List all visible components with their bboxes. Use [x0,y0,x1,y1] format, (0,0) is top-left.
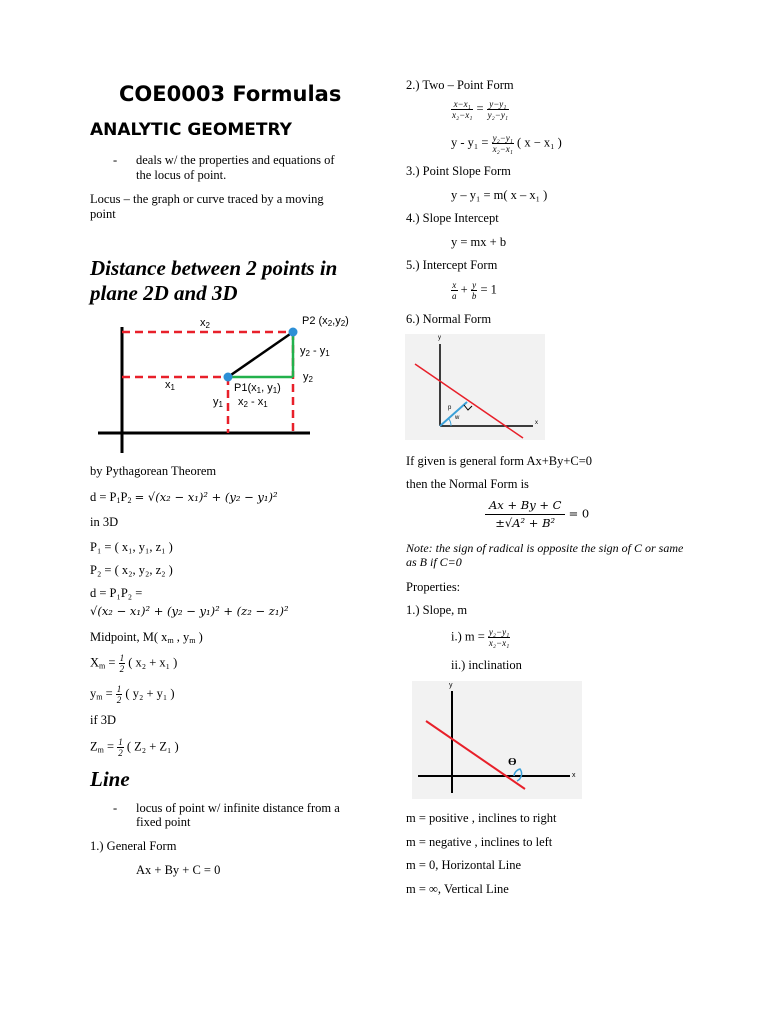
inc-y-label: y [449,682,453,689]
section-title-analytic-geometry: ANALYTIC GEOMETRY [90,120,292,140]
locus-definition-line-1: Locus – the graph or curve traced by a moving [90,192,324,206]
m-zero-text: m = 0, Horizontal Line [406,858,522,872]
label-x2: $x_2$ [200,317,210,330]
slope-formula: i.) m = $\frac{\text{y₂−y₁}}{\text{x₂−x₁}}$ [451,627,510,648]
inc-x-label: x [572,772,576,779]
distance-3d-formula: √(x₂ − x₁)² + (y₂ − y₁)² + (z₂ − z₁)² [90,604,289,618]
inclination-diagram [412,681,582,799]
label-p2: P2 $(x_2,y_2)$ [302,315,349,328]
general-given-text: If given is general form Ax+By+C=0 [406,454,593,468]
heading-distance-between-points: Distance between 2 points in plane 2D and 3D [90,256,338,305]
slope-intercept-label: 4.) Slope Intercept [406,211,499,225]
label-y1: $y_1$ [213,396,223,409]
in-3d-label: in 3D [90,515,119,529]
distance-diagram [94,315,316,455]
intercept-form-label: 5.) Intercept Form [406,258,498,272]
normal-form-formula: $\frac{Ax + By + C}{\text{±√A² + B²}}$ = 0 [485,497,589,532]
inc-theta-label: ϴ [508,756,517,768]
normal-form-label: 6.) Normal Form [406,312,492,326]
distance-segment [228,332,293,377]
page-title: COE0003 Formulas [119,82,342,106]
then-normal-text: then the Normal Form is [406,477,529,491]
point-slope-equation: y – y₁ = m( x – x₁ ) [451,188,548,202]
midpoint-label: Midpoint, M( $x_m$ , $y_m$ ) [90,630,203,645]
pythagorean-text: by Pythagorean Theorem [90,464,217,478]
nf-y-label: y [438,335,441,341]
xm-formula: $X_m$ = $\frac{1}{2}$ ( x₂ + x₁ ) [90,653,178,674]
label-y2-minus-y1: $y_2 - y_1$ [300,345,330,358]
intercept-form-equation: $\frac{x}{a}$ + $\frac{y}{b}$ = 1 [452,280,497,301]
zm-formula: $Z_m$ = $\frac{1}{2}$ ( Z₂ + Z₁ ) [90,737,179,758]
line-definition-2: fixed point [136,815,191,829]
if-3d-label: if 3D [90,713,117,727]
label-x2-minus-x1: $x_2 - x_1$ [238,396,268,409]
label-y2: $y_2$ [303,371,313,384]
label-x1: $x_1$ [165,379,175,392]
label-p1: $P1(x_1$, $y_1$) [234,382,281,395]
p2-3d: P₂ = ( x₂, y₂, z₂ ) [90,563,173,577]
radical-sign-note: Note: the sign of radical is opposite the sign of C or same as B if C=0 [406,541,684,569]
intro-text-line-2: the locus of point. [136,168,227,182]
two-point-form-eq-1: $\frac{\text{x−x₁}}{\text{x₂−x₁}}$ = $\frac{\text{y−y₁}}{\text{y₂−y₁}}$ [452,99,508,120]
heading-line: Line [90,767,130,791]
locus-definition-line-2: point [90,207,116,221]
list-bullet: - [113,153,118,167]
point-slope-label: 3.) Point Slope Form [406,164,511,178]
normal-form-diagram [405,334,545,440]
slope-label: 1.) Slope, m [406,603,468,617]
point-p1-marker [224,373,233,382]
general-form-label: 1.) General Form [90,839,177,853]
nf-w-label: w [455,415,460,421]
point-p2-marker [289,328,298,337]
nf-p-label: p [448,405,452,411]
m-infinity-text: m = ∞, Vertical Line [406,882,509,896]
distance-3d-label: d = P₁P₂ = [90,586,143,600]
ym-formula: $y_m$ = $\frac{1}{2}$ ( y₂ + y₁ ) [90,684,175,705]
two-point-form-label: 2.) Two – Point Form [406,78,514,92]
inclination-label: ii.) inclination [451,658,522,672]
m-negative-text: m = negative , inclines to left [406,835,553,849]
line-definition-1: locus of point w/ infinite distance from a [136,801,340,815]
nf-x-label: x [535,420,538,426]
intro-text-line-1: deals w/ the properties and equations of [136,153,335,167]
two-point-form-eq-2: y - y₁ = $\frac{\text{y₂−y₁}}{\text{x₂−x₁}}$ ( x − x₁ ) [451,133,562,154]
p1-3d: P₁ = ( x₁, y₁, z₁ ) [90,540,173,554]
list-bullet-line: - [113,801,118,815]
m-positive-text: m = positive , inclines to right [406,811,557,825]
general-form-equation: Ax + By + C = 0 [136,863,221,877]
slope-intercept-equation: y = mx + b [451,235,507,249]
properties-label: Properties: [406,580,461,594]
distance-2d-formula: $d = P_1P_2 = √(x_2 - x_1)^2 + (y_2 - y_1)^2$ [90,490,278,505]
